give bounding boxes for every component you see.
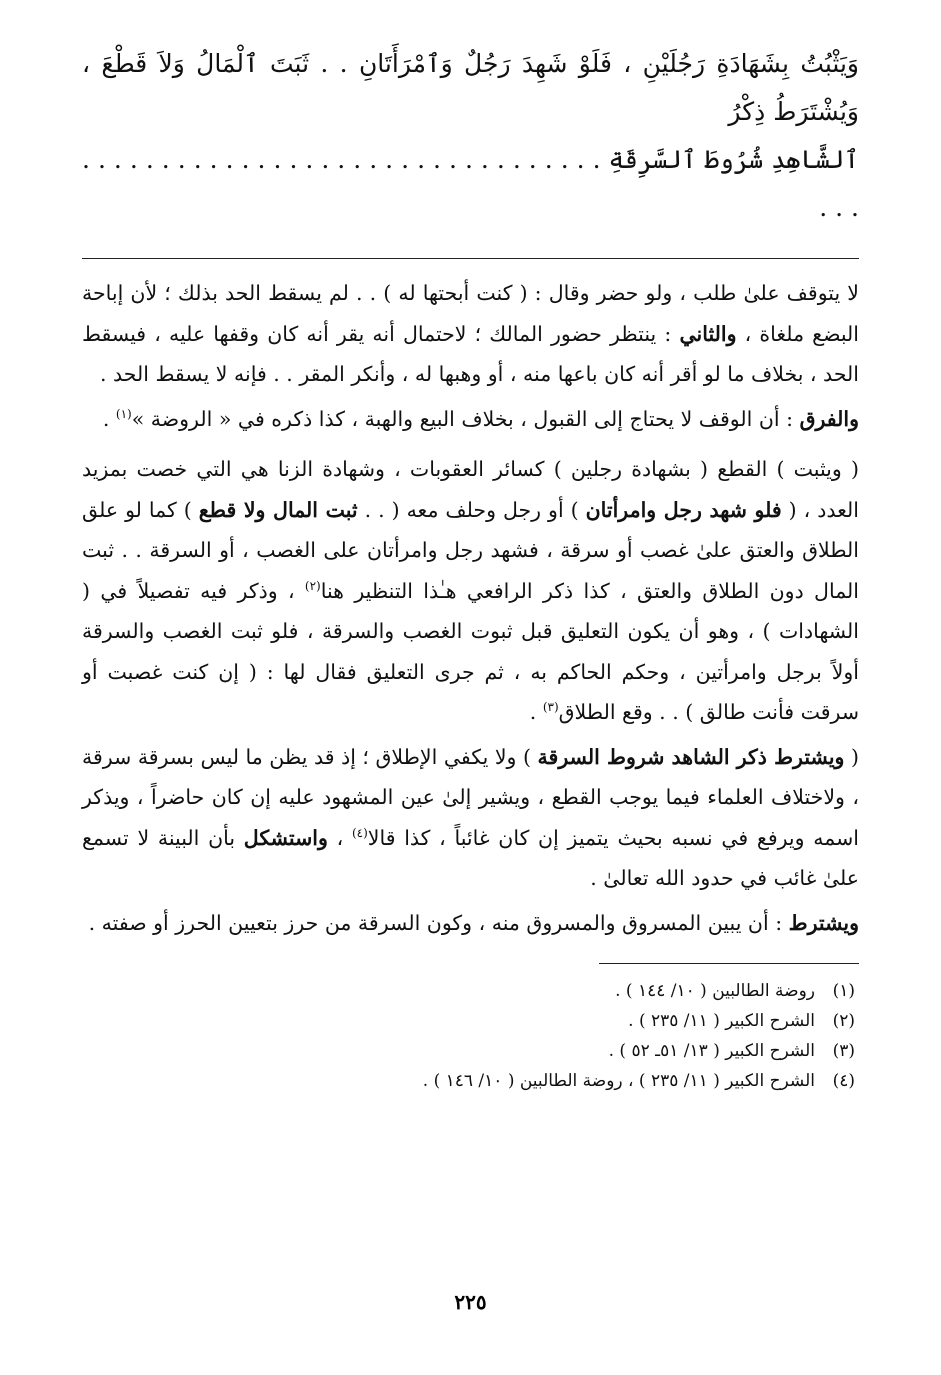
- bold-term: واستشكل: [243, 825, 328, 850]
- footnote-text: روضة الطالبين ( ١٠/ ١٤٤ ) .: [615, 981, 815, 1001]
- commentary-paragraph-2: [82, 399, 859, 440]
- commentary-paragraph-4: [82, 737, 859, 899]
- footnote-ref-2[interactable]: (٢): [304, 578, 321, 593]
- bold-term: والثاني: [679, 321, 737, 346]
- bold-term: ويشترط ذكر الشاهد شروط السرقة: [537, 744, 845, 769]
- text-run: ، وذكر فيه تفصيلاً في ( الشهادات ) ، وهو أن يكون التعليق قبل ثبوت الغصب والسرقة ، فلو ثبت الغصب والسرقة أولاً برجل وامرأتين ، وحكم الحاكم به ، ثم جرى التعليق فقال لها : ( إن كنت غصبت أو سرقت فأنت طالق ) . . وقع الطلاق: [82, 578, 859, 724]
- page-number: ٢٢٥: [454, 1292, 487, 1314]
- bold-term: ثبت المال ولا قطع: [198, 497, 358, 522]
- text-run: لا يتوقف علىٰ طلب ، ولو حضر وقال : ( كنت أبحتها له ) . . لم يسقط الحد بذلك ؛ لأن إباحة البضع ملغاة ،: [82, 281, 859, 346]
- commentary-paragraph-5: [82, 903, 859, 944]
- footnote-item: [82, 1066, 859, 1096]
- text-run: .: [102, 406, 116, 431]
- footnote-number: (١): [832, 981, 855, 1001]
- footnote-ref-1[interactable]: (١): [115, 406, 132, 421]
- text-run: ) كما لو علق الطلاق والعتق علىٰ غصب أو سرقة ، فشهد رجل وامرأتان على الغصب ، أو السرقة . . ثبت المال دون الطلاق والعتق ، كذا ذكر الرافعي هـٰذا التنظير هنا: [82, 497, 859, 603]
- footnote-text: الشرح الكبير ( ١١/ ٢٣٥ ) .: [628, 1011, 815, 1031]
- footnote-text: الشرح الكبير ( ١١/ ٢٣٥ ) ، روضة الطالبين ( ١٠/ ١٤٦ ) .: [422, 1071, 815, 1091]
- footnote-item: [82, 1036, 859, 1066]
- matn-divider: [82, 258, 859, 259]
- text-run: : أن الوقف لا يحتاج إلى القبول ، بخلاف البيع والهبة ، كذا ذكره في « الروضة »: [131, 406, 794, 431]
- text-run: : أن يبين المسروق والمسروق منه ، وكون السرقة من حرز بتعيين الحرز أو صفته .: [88, 910, 783, 935]
- matn-line-2-text: ٱلشَّاهِدِ شُرُوطَ ٱلسَّرِقَةِ: [608, 145, 859, 174]
- matn-line-1: وَيَثْبُتُ بِشَهَادَةِ رَجُلَيْنِ ، فَلَوْ شَهِدَ رَجُلٌ وَٱمْرَأَتَانِ . . ثَبَتَ ٱلْمَالُ وَلاَ قَطْعَ ، وَيُشْتَرَطُ ذِكْرُ: [82, 49, 859, 126]
- text-run: بأن البينة لا تسمع علىٰ غائب في حدود الله تعالىٰ .: [82, 825, 859, 890]
- text-run: ( ويثبت ) القطع ( بشهادة رجلين ) كسائر العقوبات ، وشهادة الزنا هي التي خصت بمزيد العدد ، (: [82, 457, 859, 522]
- commentary-text: [82, 273, 859, 943]
- text-run: (: [851, 744, 859, 769]
- footnote-divider: [599, 963, 859, 964]
- footnote-text: الشرح الكبير ( ١٣/ ٥١ـ ٥٢ ) .: [608, 1041, 815, 1061]
- footnote-item: [82, 1006, 859, 1036]
- footnote-number: (٣): [832, 1041, 855, 1061]
- text-run: : ينتظر حضور المالك ؛ لاحتمال أنه يقر أنه كان وقفها عليه ، فيسقط الحد ، بخلاف ما لو أقر أنه كان باعها منه ، أو وهبها له ، وأنكر المقر . . فإنه لا يسقط الحد .: [82, 321, 859, 386]
- bold-term: والفرق: [799, 406, 859, 431]
- bold-term: فلو شهد رجل وامرأتان: [585, 497, 782, 522]
- footnotes-list: [82, 976, 859, 1096]
- commentary-paragraph-3: [82, 449, 859, 733]
- text-run: ) ولا يكفي الإطلاق ؛ إذ قد يظن ما ليس بسرقة سرقة ، ولاختلاف العلماء فيما يوجب القطع ، ويشير إلىٰ عين المشهود عليه إن كان حاضراً ، ويذكر اسمه ويرفع في نسبه بحيث يتميز إن كان غائباً ، كذا قالا: [82, 744, 859, 850]
- matn-text: [82, 40, 859, 232]
- footnote-item: [82, 976, 859, 1006]
- footnote-ref-3[interactable]: (٣): [542, 700, 559, 715]
- footnote-number: (٤): [832, 1071, 855, 1091]
- matn-line-2: [82, 136, 859, 232]
- text-run: .: [529, 700, 543, 724]
- text-run: ) أو رجل وحلف معه ( . .: [364, 497, 579, 522]
- bold-term: ويشترط: [788, 910, 859, 935]
- text-run: ،: [336, 825, 352, 850]
- matn-dots: . . . . . . . . . . . . . . . . . . . . . . . . . . . . . . . . . . . .: [82, 145, 859, 222]
- footnote-number: (٢): [832, 1011, 855, 1031]
- commentary-paragraph-1: [82, 273, 859, 395]
- footnote-ref-4[interactable]: (٤): [351, 825, 368, 840]
